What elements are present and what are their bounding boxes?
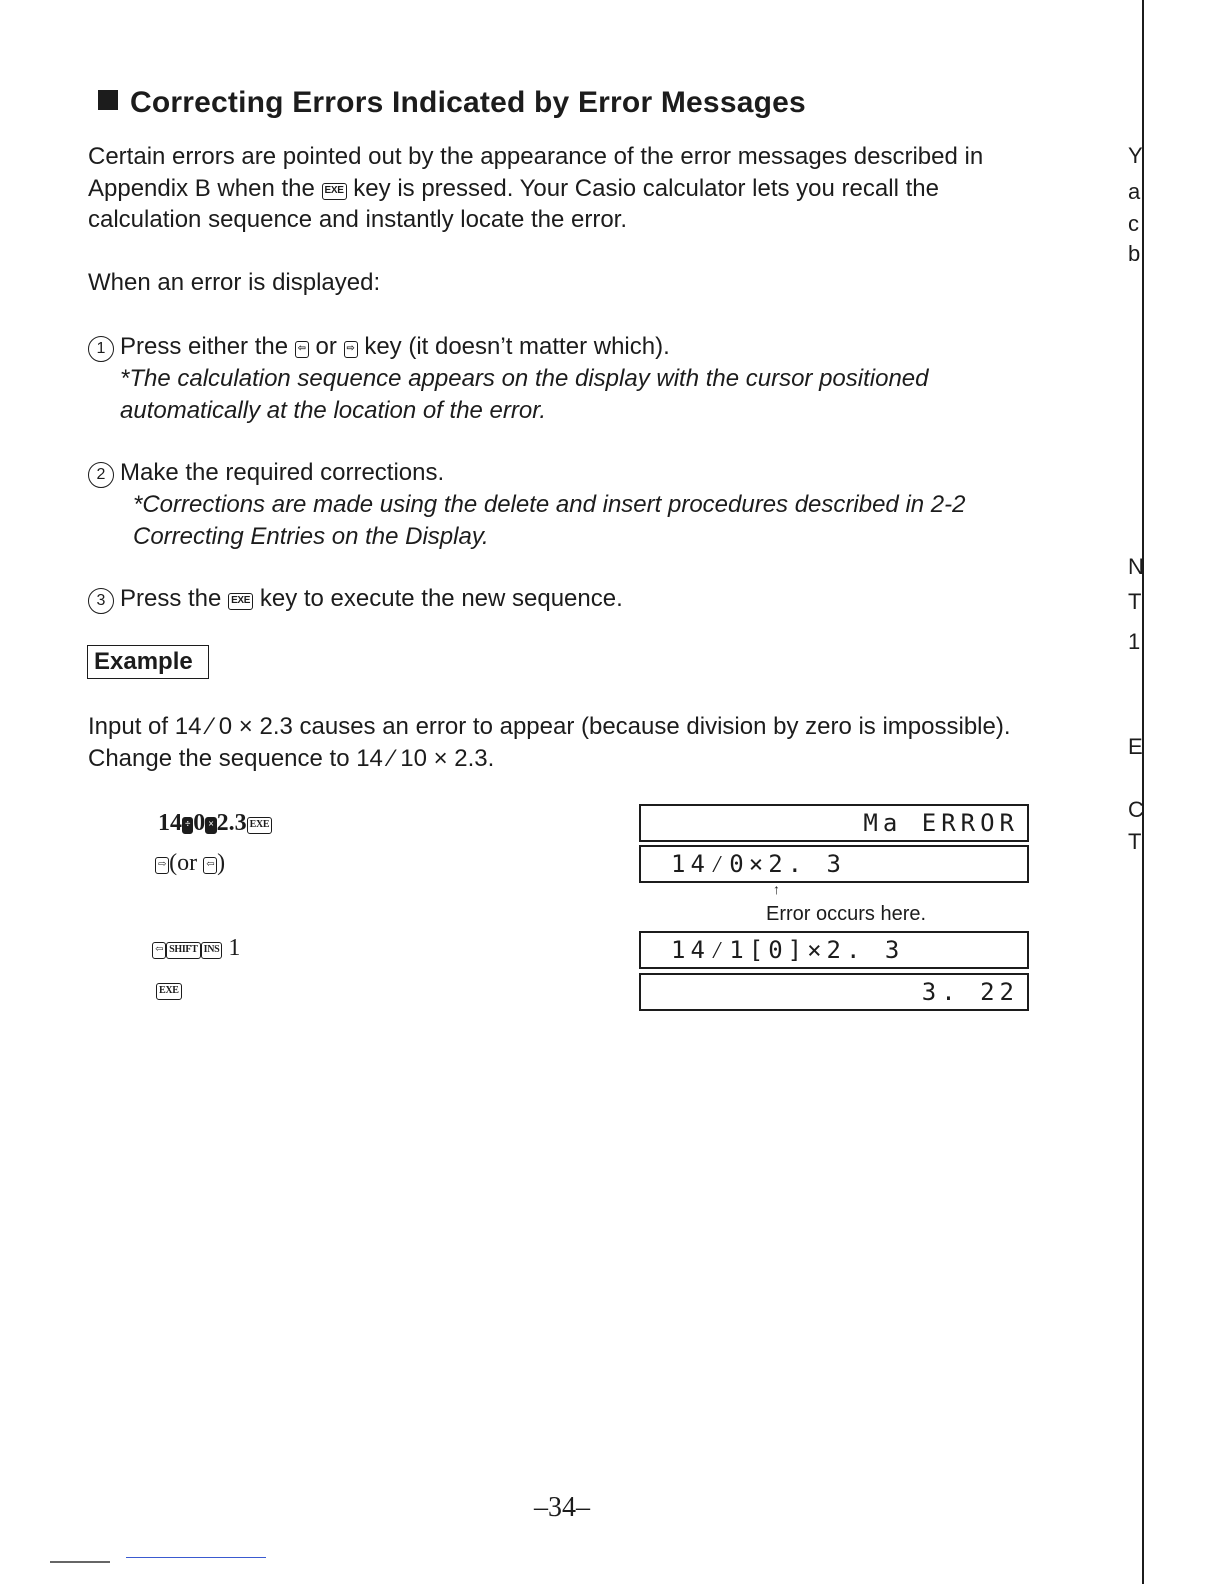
bullet-square-icon [98,90,118,110]
keystroke-or-text: (or [169,850,198,876]
edge-char: c [1128,211,1139,236]
right-arrow-key-icon: ⇨ [344,341,358,358]
display-corrected: 14⁄1[0]×2. 3 [639,931,1029,969]
display-result: 3. 22 [639,973,1029,1011]
keystroke-1: 1 [228,935,241,961]
scan-artifact-line [126,1557,266,1558]
error-caption: Error occurs here. [766,903,927,925]
divide-key-icon: ÷ [182,817,193,834]
step-1-text-c: key (it doesn’t matter which). [364,333,670,360]
edge-char: N [1128,554,1144,579]
edge-char: E [1128,734,1143,759]
keystroke-0: 0 [193,810,206,836]
edge-char: 1 [1128,629,1141,654]
right-arrow-key-icon: ⇨ [155,857,169,874]
page-number: –34– [534,1492,590,1523]
edge-char: T [1128,829,1142,854]
step-1 [88,331,1038,363]
step-number-3: 3 [88,588,114,614]
left-arrow-key-icon: ⇦ [295,341,309,358]
exe-key-icon: EXE [247,817,273,834]
intro-text-2: key is pressed. Your Casio calculator lets you recall the calculation sequence and instantly locate the error. [88,174,939,233]
step-3-text-a: Press the [120,585,222,612]
example-paragraph: Input of 14 ⁄ 0 × 2.3 causes an error to appear (because division by zero is impossible). Change the sequence to 14 ⁄ 10 × 2.3. [88,713,1011,772]
keystroke-row-3 [152,934,240,962]
example-label: Example [87,645,209,679]
step-2-text: Make the required corrections. [120,459,445,486]
when-error-text: When an error is displayed: [88,269,381,296]
keystroke-row-2 [155,849,225,877]
left-arrow-key-icon: ⇦ [203,857,217,874]
intro-text-1: Certain errors are pointed out by the appearance of the error messages described in Appendix B when the [88,143,984,202]
step-3-text-b: key to execute the new sequence. [259,585,623,612]
edge-char: T [1128,589,1142,614]
heading-text: Correcting Errors Indicated by Error Messages [130,86,806,119]
exe-key-icon: EXE [322,183,347,200]
step-2-note: *Corrections are made using the delete and insert procedures described in 2-2 Correcting Entries on the Display. [133,491,966,550]
exe-key-icon: EXE [228,593,253,610]
scan-artifact-line [50,1561,110,1563]
step-number-2: 2 [88,462,114,488]
edge-char: b [1128,241,1141,266]
step-1-text-b: or [315,333,337,360]
step-number-1: 1 [88,336,114,362]
step-1-note: *The calculation sequence appears on the display with the cursor positioned automatically at the location of the error. [120,365,929,424]
keystroke-2-3: 2.3 [216,810,247,836]
display-sequence: 14⁄0×2. 3 [639,845,1029,883]
intro-paragraph [88,141,1038,236]
exe-key-icon: EXE [156,983,182,1000]
keystroke-14: 14 [158,810,182,836]
step-1-text-a: Press either the [120,333,289,360]
edge-char: Y [1128,143,1143,168]
keystroke-close-paren: ) [217,850,226,876]
edge-char: a [1128,179,1141,204]
error-arrow-icon: ↑ [773,881,780,897]
ins-key-icon: INS [201,942,223,959]
left-arrow-key-icon: ⇦ [152,942,166,959]
edge-char: C [1128,797,1144,822]
section-heading [98,86,806,120]
display-error: Ma ERROR [639,804,1029,842]
shift-key-icon: SHIFT [166,942,201,959]
step-3 [88,583,1038,615]
page-edge-divider [1142,0,1144,1584]
keystroke-row-4 [156,975,182,1003]
step-2 [88,457,1038,489]
multiply-key-icon: × [205,817,216,834]
keystroke-row-1 [158,809,272,837]
